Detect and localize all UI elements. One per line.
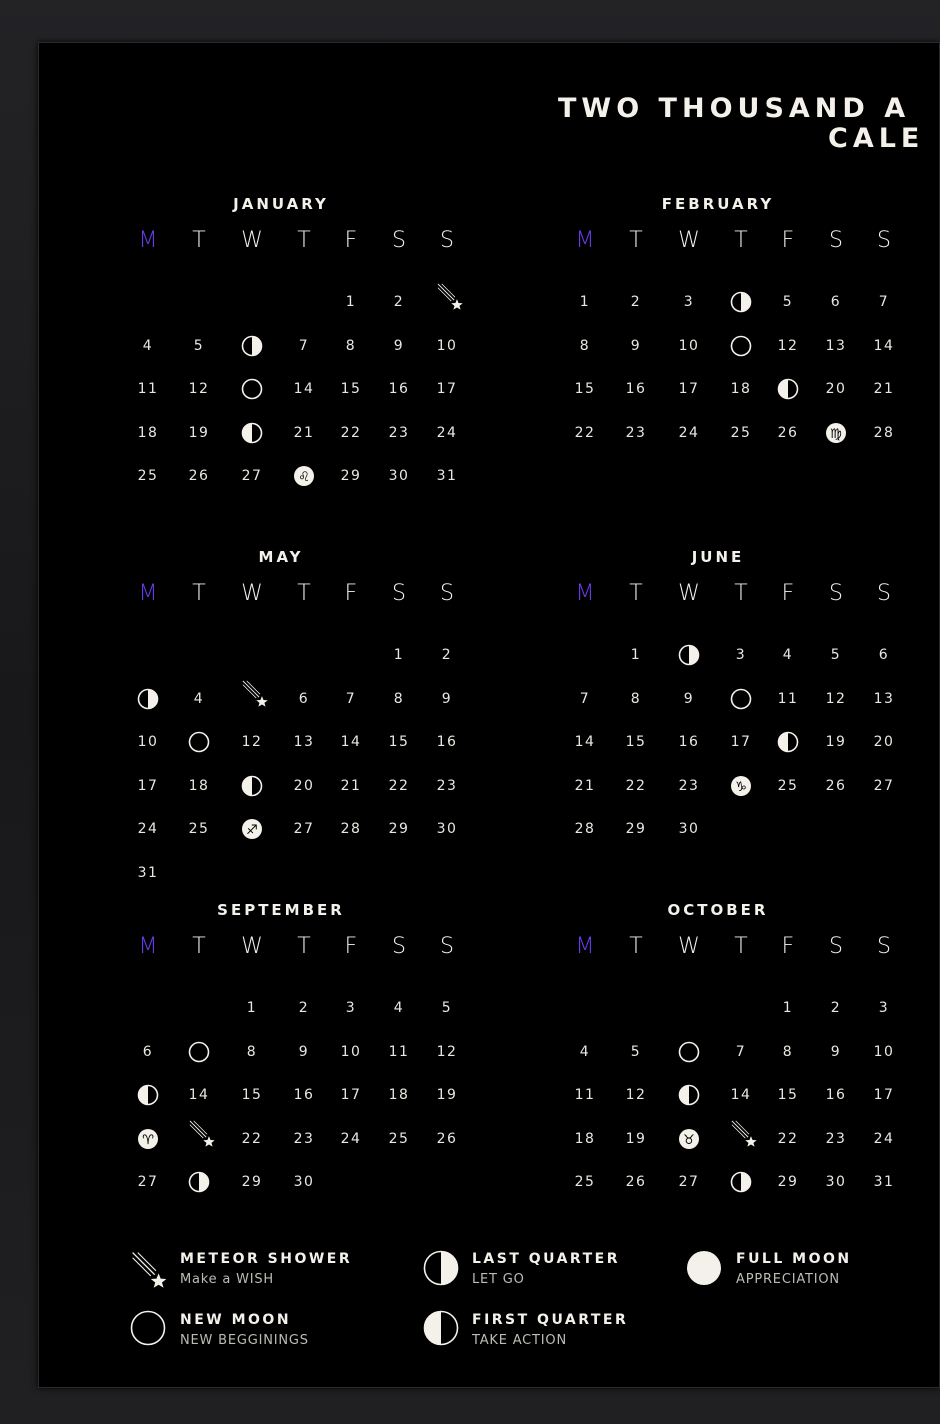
day-number: 4 — [393, 1000, 405, 1016]
day-number: 30 — [825, 1174, 847, 1190]
new-moon-icon — [730, 688, 752, 710]
weekday-label: F — [344, 934, 358, 959]
day-number: 8 — [782, 1043, 794, 1060]
day-number: 11 — [574, 1087, 596, 1103]
day-number: 17 — [340, 1087, 362, 1103]
day-number: 10 — [436, 337, 458, 354]
day-number: 14 — [730, 1087, 752, 1103]
day-number: 19 — [825, 734, 847, 750]
day-number: 3 — [683, 294, 695, 310]
day-number: 24 — [340, 1130, 362, 1147]
day-number: 29 — [777, 1174, 799, 1190]
first-quarter-icon — [678, 1084, 700, 1106]
day-number: 6 — [298, 690, 310, 707]
weekday-label: T — [734, 934, 748, 959]
new-moon-icon — [130, 1310, 166, 1350]
new-moon-icon — [678, 1041, 700, 1063]
legend-title: FIRST QUARTER — [472, 1312, 629, 1328]
poster-title — [558, 94, 940, 154]
new-moon-icon — [730, 335, 752, 357]
day-number: 4 — [579, 1043, 591, 1060]
day-number: 25 — [777, 777, 799, 794]
day-number: 12 — [625, 1087, 647, 1103]
day-number: 27 — [137, 1174, 159, 1190]
legend-title: FULL MOON — [736, 1251, 852, 1267]
full-moon-icon — [825, 422, 847, 444]
day-number: 19 — [188, 424, 210, 441]
weekday-label: M — [575, 934, 595, 959]
day-number: 21 — [574, 777, 596, 794]
day-number: 1 — [345, 294, 357, 310]
day-number: 16 — [293, 1087, 315, 1103]
day-number: 15 — [340, 381, 362, 397]
day-number: 15 — [388, 734, 410, 750]
weekday-label: S — [829, 228, 843, 253]
day-number: 29 — [388, 821, 410, 837]
day-number: 25 — [137, 468, 159, 484]
day-number: 9 — [298, 1043, 310, 1060]
day-number: 27 — [241, 468, 263, 484]
weekday-label: T — [192, 228, 206, 253]
day-number: 22 — [574, 424, 596, 441]
day-number: 30 — [388, 468, 410, 484]
day-number: 25 — [188, 821, 210, 837]
weekday-label: F — [781, 228, 795, 253]
day-number: 27 — [293, 821, 315, 837]
day-number: 23 — [436, 777, 458, 794]
last-quarter-icon — [730, 291, 752, 313]
day-number: 15 — [777, 1087, 799, 1103]
day-number: 21 — [873, 381, 895, 397]
day-number: 12 — [241, 734, 263, 750]
first-quarter-icon — [241, 422, 263, 444]
weekday-label: M — [575, 581, 595, 606]
meteor-shower-icon — [436, 282, 458, 304]
day-number: 20 — [873, 734, 895, 750]
day-number: 7 — [298, 337, 310, 354]
day-number: 16 — [625, 381, 647, 397]
day-number: 26 — [188, 468, 210, 484]
day-number: 3 — [735, 647, 747, 663]
day-number: 11 — [388, 1043, 410, 1060]
legend-subtitle: TAKE ACTION — [472, 1333, 567, 1348]
weekday-label: S — [440, 934, 454, 959]
day-number: 17 — [730, 734, 752, 750]
svg-text:♍: ♍ — [830, 426, 842, 442]
weekday-label: W — [678, 934, 700, 959]
day-number: 9 — [630, 337, 642, 354]
weekday-label: T — [629, 228, 643, 253]
day-number: 9 — [683, 690, 695, 707]
day-number: 12 — [777, 337, 799, 354]
weekday-label: M — [138, 581, 158, 606]
day-number: 26 — [625, 1174, 647, 1190]
day-number: 7 — [345, 690, 357, 707]
day-number: 1 — [393, 647, 405, 663]
day-number: 8 — [393, 690, 405, 707]
month-june — [568, 548, 904, 878]
calendar-poster — [38, 42, 940, 1388]
month-name: FEBRUARY — [661, 195, 775, 213]
first-quarter-icon — [241, 775, 263, 797]
day-number: 23 — [625, 424, 647, 441]
weekday-label: W — [241, 581, 263, 606]
weekday-label: S — [440, 228, 454, 253]
day-number: 11 — [137, 381, 159, 397]
day-number: 9 — [393, 337, 405, 354]
day-number: 27 — [873, 777, 895, 794]
day-number: 31 — [137, 864, 159, 881]
weekday-label: M — [575, 228, 595, 253]
svg-text:♉: ♉ — [683, 1132, 695, 1148]
meteor-shower-icon — [730, 1119, 752, 1141]
day-number: 12 — [436, 1043, 458, 1060]
day-number: 1 — [630, 647, 642, 663]
day-number: 5 — [782, 294, 794, 310]
weekday-label: M — [138, 934, 158, 959]
day-number: 1 — [246, 1000, 258, 1016]
day-number: 8 — [246, 1043, 258, 1060]
day-number: 24 — [137, 821, 159, 837]
day-number: 8 — [579, 337, 591, 354]
day-number: 18 — [730, 381, 752, 397]
day-number: 16 — [436, 734, 458, 750]
day-number: 7 — [579, 690, 591, 707]
day-number: 3 — [878, 1000, 890, 1016]
weekday-label: S — [440, 581, 454, 606]
day-number: 24 — [678, 424, 700, 441]
weekday-label: T — [734, 228, 748, 253]
day-number: 17 — [873, 1087, 895, 1103]
last-quarter-icon — [241, 335, 263, 357]
day-number: 6 — [878, 647, 890, 663]
day-number: 2 — [830, 1000, 842, 1016]
day-number: 10 — [137, 734, 159, 750]
day-number: 4 — [142, 337, 154, 354]
day-number: 19 — [436, 1087, 458, 1103]
title-line-2: CALE — [828, 123, 925, 154]
day-number: 9 — [830, 1043, 842, 1060]
day-number: 28 — [340, 821, 362, 837]
weekday-label: W — [241, 228, 263, 253]
day-number: 3 — [345, 1000, 357, 1016]
day-number: 25 — [388, 1130, 410, 1147]
last-quarter-icon — [730, 1171, 752, 1193]
day-number: 18 — [388, 1087, 410, 1103]
day-number: 5 — [830, 647, 842, 663]
new-moon-icon — [188, 731, 210, 753]
day-number: 5 — [441, 1000, 453, 1016]
new-moon-icon — [188, 1041, 210, 1063]
weekday-label: F — [344, 228, 358, 253]
day-number: 24 — [873, 1130, 895, 1147]
first-quarter-icon — [777, 378, 799, 400]
svg-text:♌: ♌ — [298, 470, 310, 485]
day-number: 23 — [293, 1130, 315, 1147]
meteor-shower-icon — [130, 1250, 169, 1293]
month-january — [131, 195, 467, 525]
day-number: 2 — [393, 294, 405, 310]
day-number: 8 — [345, 337, 357, 354]
day-number: 25 — [730, 424, 752, 441]
day-number: 23 — [678, 777, 700, 794]
day-number: 2 — [298, 1000, 310, 1016]
day-number: 20 — [293, 777, 315, 794]
day-number: 29 — [241, 1174, 263, 1190]
weekday-label: T — [192, 934, 206, 959]
first-quarter-icon — [137, 1084, 159, 1106]
day-number: 2 — [441, 647, 453, 663]
day-number: 5 — [630, 1043, 642, 1060]
day-number: 28 — [574, 821, 596, 837]
day-number: 26 — [436, 1130, 458, 1147]
day-number: 27 — [678, 1174, 700, 1190]
weekday-label: S — [877, 934, 891, 959]
weekday-label: S — [392, 934, 406, 959]
full-moon-icon — [730, 775, 752, 797]
title-line-1: TWO THOUSAND A — [558, 94, 911, 124]
day-number: 18 — [137, 424, 159, 441]
legend-subtitle: NEW BEGGININGS — [180, 1333, 309, 1348]
last-quarter-icon — [137, 688, 159, 710]
day-number: 16 — [388, 381, 410, 397]
day-number: 15 — [625, 734, 647, 750]
day-number: 8 — [630, 690, 642, 707]
last-quarter-icon — [188, 1171, 210, 1193]
day-number: 30 — [678, 821, 700, 837]
month-name: OCTOBER — [667, 901, 769, 919]
day-number: 31 — [436, 468, 458, 484]
day-number: 9 — [441, 690, 453, 707]
day-number: 25 — [574, 1174, 596, 1190]
meteor-shower-icon — [241, 679, 263, 701]
weekday-label: S — [877, 581, 891, 606]
day-number: 18 — [188, 777, 210, 794]
month-may — [131, 548, 467, 881]
day-number: 14 — [574, 734, 596, 750]
weekday-label: W — [241, 934, 263, 959]
last-quarter-icon — [678, 644, 700, 666]
month-name: JUNE — [691, 548, 745, 566]
day-number: 16 — [825, 1087, 847, 1103]
weekday-label: T — [192, 581, 206, 606]
day-number: 22 — [625, 777, 647, 794]
day-number: 30 — [293, 1174, 315, 1190]
day-number: 7 — [878, 294, 890, 310]
weekday-label: S — [829, 581, 843, 606]
day-number: 29 — [340, 468, 362, 484]
day-number: 13 — [825, 337, 847, 354]
day-number: 24 — [436, 424, 458, 441]
day-number: 5 — [193, 337, 205, 354]
month-september — [131, 901, 467, 1231]
day-number: 14 — [873, 337, 895, 354]
legend-subtitle: LET GO — [472, 1272, 525, 1287]
day-number: 17 — [678, 381, 700, 397]
day-number: 13 — [873, 690, 895, 707]
day-number: 1 — [782, 1000, 794, 1016]
new-moon-icon — [241, 378, 263, 400]
day-number: 17 — [137, 777, 159, 794]
full-moon-icon — [241, 818, 263, 840]
day-number: 11 — [777, 690, 799, 707]
day-number: 10 — [873, 1043, 895, 1060]
day-number: 19 — [625, 1130, 647, 1147]
day-number: 13 — [293, 734, 315, 750]
weekday-label: S — [829, 934, 843, 959]
day-number: 4 — [193, 690, 205, 707]
day-number: 21 — [293, 424, 315, 441]
day-number: 6 — [830, 294, 842, 310]
month-name: MAY — [258, 548, 304, 566]
day-number: 1 — [579, 294, 591, 310]
weekday-label: T — [734, 581, 748, 606]
weekday-label: S — [877, 228, 891, 253]
weekday-label: S — [392, 581, 406, 606]
day-number: 14 — [340, 734, 362, 750]
day-number: 15 — [241, 1087, 263, 1103]
meteor-shower-icon — [188, 1119, 210, 1141]
last-quarter-icon — [423, 1250, 459, 1290]
day-number: 22 — [241, 1130, 263, 1147]
day-number: 4 — [782, 647, 794, 663]
weekday-label: T — [297, 581, 311, 606]
day-number: 16 — [678, 734, 700, 750]
day-number: 26 — [777, 424, 799, 441]
weekday-label: F — [781, 581, 795, 606]
day-number: 12 — [188, 381, 210, 397]
full-moon-icon — [678, 1128, 700, 1150]
day-number: 29 — [625, 821, 647, 837]
day-number: 26 — [825, 777, 847, 794]
weekday-label: S — [392, 228, 406, 253]
day-number: 14 — [293, 381, 315, 397]
month-name: SEPTEMBER — [217, 901, 345, 919]
full-moon-icon — [293, 465, 315, 487]
weekday-label: W — [678, 581, 700, 606]
legend-title: NEW MOON — [180, 1312, 292, 1328]
month-february — [568, 195, 904, 525]
day-number: 31 — [873, 1174, 895, 1190]
first-quarter-icon — [423, 1310, 459, 1350]
month-name: JANUARY — [233, 195, 329, 213]
weekday-label: T — [629, 581, 643, 606]
day-number: 2 — [630, 294, 642, 310]
day-number: 6 — [142, 1043, 154, 1060]
weekday-label: W — [678, 228, 700, 253]
weekday-label: M — [138, 228, 158, 253]
day-number: 10 — [678, 337, 700, 354]
svg-text:♑: ♑ — [735, 779, 747, 795]
first-quarter-icon — [777, 731, 799, 753]
weekday-label: T — [629, 934, 643, 959]
day-number: 14 — [188, 1087, 210, 1103]
legend-title: LAST QUARTER — [472, 1251, 620, 1267]
day-number: 22 — [777, 1130, 799, 1147]
day-number: 23 — [388, 424, 410, 441]
day-number: 17 — [436, 381, 458, 397]
svg-text:♈: ♈ — [142, 1132, 154, 1148]
day-number: 15 — [574, 381, 596, 397]
day-number: 7 — [735, 1043, 747, 1060]
svg-text:♐: ♐ — [246, 823, 258, 838]
legend-title: METEOR SHOWER — [180, 1251, 353, 1267]
day-number: 28 — [873, 424, 895, 441]
day-number: 10 — [340, 1043, 362, 1060]
full-moon-icon — [137, 1128, 159, 1150]
day-number: 21 — [340, 777, 362, 794]
weekday-label: T — [297, 934, 311, 959]
day-number: 22 — [340, 424, 362, 441]
legend-subtitle: APPRECIATION — [736, 1272, 840, 1287]
day-number: 18 — [574, 1130, 596, 1147]
weekday-label: F — [781, 934, 795, 959]
legend-subtitle: Make a WISH — [180, 1272, 274, 1287]
day-number: 30 — [436, 821, 458, 837]
day-number: 12 — [825, 690, 847, 707]
day-number: 20 — [825, 381, 847, 397]
weekday-label: T — [297, 228, 311, 253]
month-october — [568, 901, 904, 1231]
full-moon-icon — [686, 1250, 722, 1290]
weekday-label: F — [344, 581, 358, 606]
day-number: 23 — [825, 1130, 847, 1147]
day-number: 22 — [388, 777, 410, 794]
